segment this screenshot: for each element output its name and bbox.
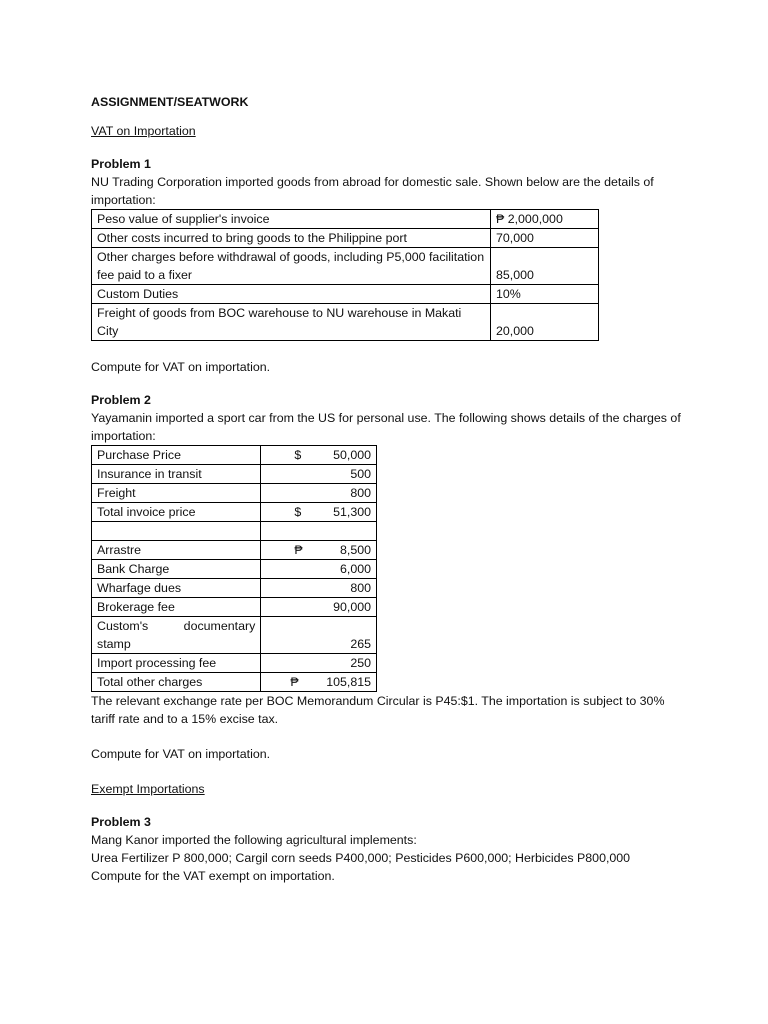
problem-2-note: The relevant exchange rate per BOC Memorandum Circular is P45:$1. The importation is subject to 30% tariff rate and to a 15% excise tax.: [91, 694, 665, 726]
amount: 50,000: [333, 448, 371, 462]
amount: 105,815: [326, 675, 371, 689]
table-row: [92, 673, 377, 692]
problem-2-intro: Yayamanin imported a sport car from the US for personal use. The following shows details of the charges of importation:: [91, 411, 681, 443]
table-cell-label: Other costs incurred to bring goods to the Philippine port: [92, 229, 491, 248]
table-cell-label: Total other charges: [92, 673, 261, 692]
table-cell-label: Brokerage fee: [92, 598, 261, 617]
currency-symbol: ₱: [294, 543, 303, 557]
problem-3-title: Problem 3: [91, 815, 151, 829]
currency-symbol: $: [294, 505, 302, 519]
table-cell-value: ₱ 2,000,000: [491, 210, 599, 229]
table-row: [92, 210, 599, 229]
table-row: [92, 446, 377, 465]
table-cell-label: Freight of goods from BOC warehouse to NU warehouse in Makati City: [92, 304, 491, 341]
table-cell-value: 6,000: [261, 560, 377, 579]
currency-symbol: ₱: [290, 675, 299, 689]
table-cell-label: Arrastre: [92, 541, 261, 560]
table-row: [92, 304, 599, 341]
currency-symbol: $: [294, 448, 302, 462]
problem-3-instruction: Compute for the VAT exempt on importation.: [91, 869, 335, 883]
table-cell-empty: [92, 522, 261, 541]
problem-2-table: [91, 445, 377, 692]
table-cell-value: 250: [261, 654, 377, 673]
table-row: [92, 598, 377, 617]
table-cell-value: [261, 446, 377, 465]
table-cell-value: [261, 541, 377, 560]
problem-1-intro: NU Trading Corporation imported goods from abroad for domestic sale. Shown below are the details of importation:: [91, 175, 654, 207]
section-heading-vat-on-importation: VAT on Importation: [91, 124, 196, 138]
document-page: [91, 93, 691, 885]
section-heading-exempt-importations: Exempt Importations: [91, 782, 205, 796]
table-cell-empty: [261, 522, 377, 541]
table-cell-label: Total invoice price: [92, 503, 261, 522]
problem-1-instruction: Compute for VAT on importation.: [91, 360, 271, 374]
table-row: [92, 229, 599, 248]
table-cell-label: Bank Charge: [92, 560, 261, 579]
table-row: [92, 465, 377, 484]
table-row-spacer: [92, 522, 377, 541]
amount: 8,500: [339, 543, 371, 557]
table-cell-value: 265: [261, 617, 377, 654]
table-cell-value: [261, 503, 377, 522]
table-cell-label: [92, 617, 261, 654]
table-row: [92, 654, 377, 673]
table-row: [92, 560, 377, 579]
table-cell-value: 500: [261, 465, 377, 484]
label-part: documentary: [183, 619, 256, 633]
table-row: [92, 285, 599, 304]
table-row: [92, 503, 377, 522]
label-part: stamp: [97, 637, 131, 651]
table-cell-label: Purchase Price: [92, 446, 261, 465]
table-cell-label: Peso value of supplier's invoice: [92, 210, 491, 229]
problem-1-table: [91, 209, 599, 341]
label-part: Custom's: [97, 619, 149, 633]
table-cell-value: 85,000: [491, 248, 599, 285]
document-title: ASSIGNMENT/SEATWORK: [91, 95, 249, 109]
problem-3-line: Urea Fertilizer P 800,000; Cargil corn seeds P400,000; Pesticides P600,000; Herbicides P800,000: [91, 851, 631, 865]
problem-1-title: Problem 1: [91, 157, 151, 171]
table-cell-value: 90,000: [261, 598, 377, 617]
table-row: [92, 248, 599, 285]
table-cell-label: Freight: [92, 484, 261, 503]
table-cell-value: 20,000: [491, 304, 599, 341]
problem-2-instruction: Compute for VAT on importation.: [91, 747, 271, 761]
table-row: [92, 617, 377, 654]
amount: 51,300: [333, 505, 371, 519]
table-cell-label: Wharfage dues: [92, 579, 261, 598]
table-cell-value: 10%: [491, 285, 599, 304]
table-cell-value: 800: [261, 579, 377, 598]
table-cell-value: 800: [261, 484, 377, 503]
table-cell-label: Insurance in transit: [92, 465, 261, 484]
table-cell-label: Import processing fee: [92, 654, 261, 673]
table-cell-label: Custom Duties: [92, 285, 491, 304]
table-row: [92, 541, 377, 560]
problem-2-title: Problem 2: [91, 393, 151, 407]
table-cell-label: Other charges before withdrawal of goods, including P5,000 facilitation fee paid to a fixer: [92, 248, 491, 285]
table-cell-value: [261, 673, 377, 692]
table-row: [92, 484, 377, 503]
table-row: [92, 579, 377, 598]
problem-3-line: Mang Kanor imported the following agricultural implements:: [91, 833, 417, 847]
table-cell-value: 70,000: [491, 229, 599, 248]
